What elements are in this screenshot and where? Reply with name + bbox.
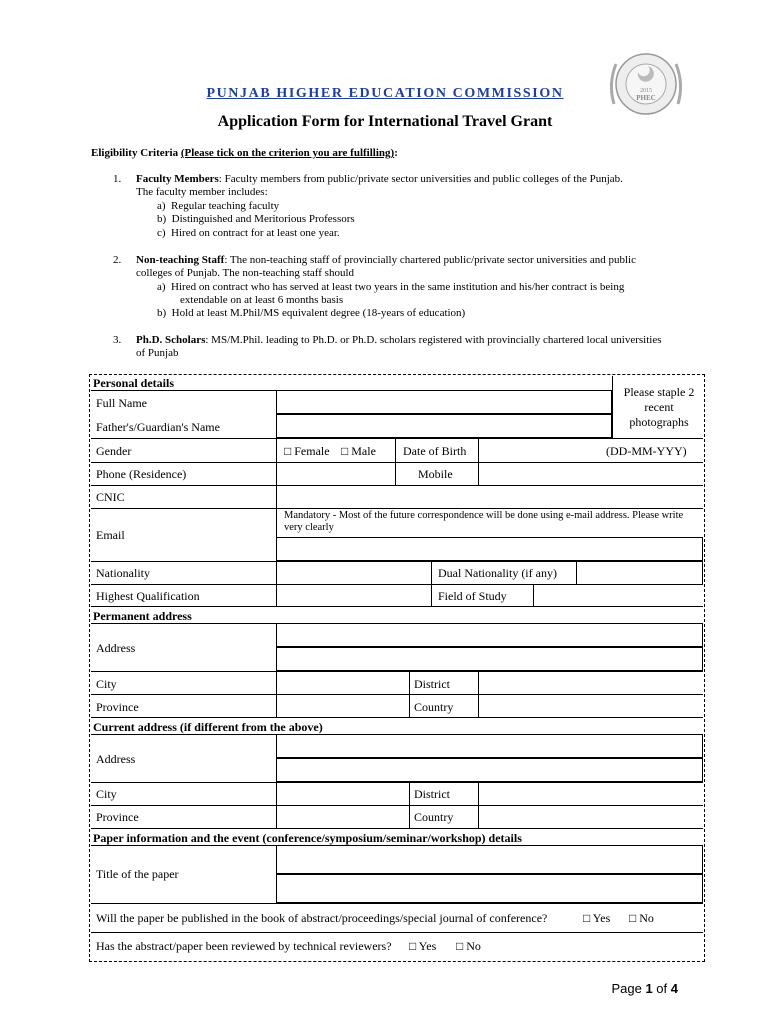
permanent-province-label: Province [96, 700, 139, 714]
gender-label: Gender [96, 444, 132, 458]
dob-label: Date of Birth [403, 444, 467, 458]
permanent-address-line2[interactable] [276, 647, 703, 671]
cnic-label: CNIC [96, 490, 125, 504]
paper-title-label: Title of the paper [96, 867, 179, 881]
gender-female-checkbox[interactable]: □ Female [284, 444, 330, 458]
current-city-label: City [96, 787, 117, 801]
full-name-label: Full Name [96, 396, 147, 410]
phone-label: Phone (Residence) [96, 467, 187, 481]
paper-title-line1[interactable] [276, 845, 703, 874]
nationality-label: Nationality [96, 566, 150, 580]
permanent-city-label: City [96, 677, 117, 691]
email-field[interactable] [276, 537, 703, 561]
current-country-label: Country [414, 810, 454, 824]
current-district-label: District [414, 787, 450, 801]
permanent-address-line1[interactable] [276, 623, 703, 647]
reviewed-yes-checkbox[interactable]: □ Yes [409, 939, 437, 953]
paper-title-line2[interactable] [276, 874, 703, 903]
published-question: Will the paper be published in the book of abstract/proceedings/special journal of conference? [96, 911, 548, 925]
permanent-country-label: Country [414, 700, 454, 714]
eligibility-heading: Eligibility Criteria (Please tick on the criterion you are fulfilling): [91, 147, 398, 159]
section-permanent-address: Permanent address [93, 609, 192, 623]
current-address-line1[interactable] [276, 734, 703, 758]
mobile-label: Mobile [418, 467, 453, 481]
section-personal-details: Personal details [93, 376, 174, 390]
logo-text: PHEC [636, 94, 656, 102]
phec-logo [606, 44, 686, 124]
qualification-label: Highest Qualification [96, 589, 200, 603]
dual-nationality-label: Dual Nationality (if any) [438, 566, 557, 580]
email-label: Email [96, 528, 125, 542]
field-of-study-label: Field of Study [438, 589, 507, 603]
email-note: Mandatory - Most of the future correspondence will be done using e-mail address. Please write very clearly [284, 510, 684, 533]
published-yes-checkbox[interactable]: □ Yes [583, 911, 611, 925]
father-name-label: Father's/Guardian's Name [96, 420, 220, 434]
dob-field[interactable]: (DD-MM-YYY) [606, 444, 687, 458]
section-paper-info: Paper information and the event (conference/symposium/seminar/workshop) details [93, 831, 522, 845]
father-name-field[interactable] [276, 414, 612, 438]
current-province-label: Province [96, 810, 139, 824]
permanent-address-label: Address [96, 641, 136, 655]
published-no-checkbox[interactable]: □ No [629, 911, 654, 925]
section-current-address: Current address (if different from the above) [93, 720, 323, 734]
current-address-label: Address [96, 752, 136, 766]
logo-year: 2015 [640, 88, 652, 94]
reviewed-no-checkbox[interactable]: □ No [456, 939, 481, 953]
photo-note: Please staple 2 recent photographs [623, 385, 695, 429]
current-address-line2[interactable] [276, 758, 703, 782]
full-name-field[interactable] [276, 390, 612, 414]
gender-male-checkbox[interactable]: □ Male [341, 444, 376, 458]
form-title: Application Form for International Travel Grant [217, 113, 553, 130]
permanent-district-label: District [414, 677, 450, 691]
page-number: Page 1 of 4 [611, 981, 678, 996]
reviewed-question: Has the abstract/paper been reviewed by technical reviewers? [96, 939, 392, 953]
dual-nationality-field[interactable] [576, 561, 703, 585]
organization-name: PUNJAB HIGHER EDUCATION COMMISSION [206, 86, 564, 101]
